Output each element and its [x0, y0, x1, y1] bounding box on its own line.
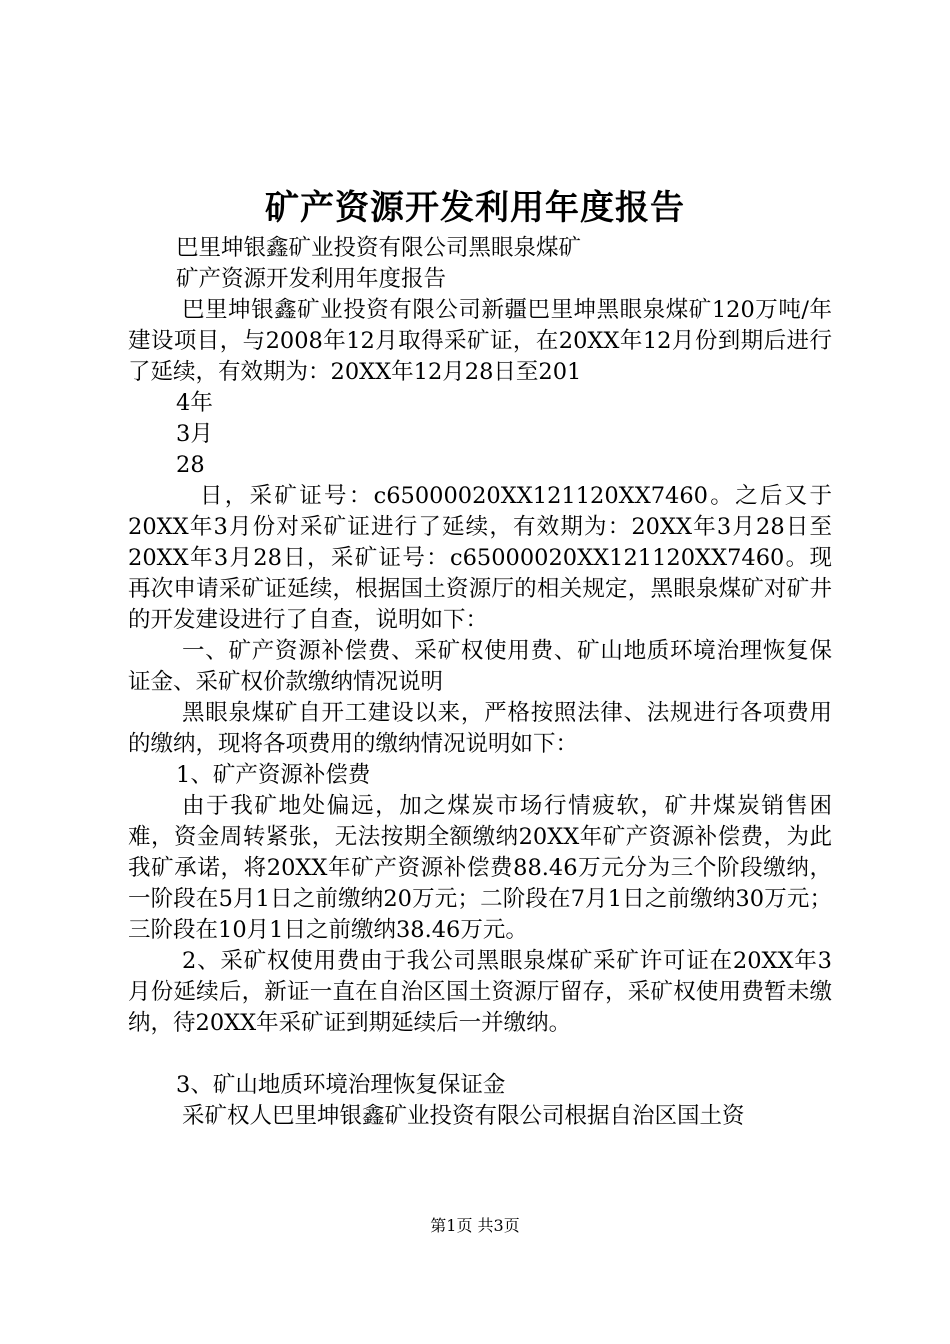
paragraph-license-extension: 日，采矿证号：c65000020XX121120XX7460。之后又于20XX年3月份对采矿证进行了延续，有效期为：20XX年3月28日至20XX年3月28日，采矿证号：c65000020XX121120XX7460。现再次申请采矿证延续，根据国土资源厅的相关规定，黑眼泉煤矿对矿井的开发建设进行了自查，说明如下：	[128, 483, 832, 633]
paragraph-mining-right-fee: 2、采矿权使用费由于我公司黑眼泉煤矿采矿许可证在20XX年3月份延续后，新证一直在自治区国土资源厅留存，采矿权使用费暂未缴纳，待20XX年采矿证到期延续后一并缴纳。	[128, 948, 832, 1036]
document-body	[128, 233, 832, 1132]
paragraph-fragment-year: 4年	[176, 390, 213, 416]
paragraph-payment-intro: 黑眼泉煤矿自开工建设以来，严格按照法律、法规进行各项费用的缴纳，现将各项费用的缴纳情况说明如下：	[128, 700, 832, 757]
document-title: 矿产资源开发利用年度报告	[265, 188, 685, 228]
paragraph-compensation-fee: 由于我矿地处偏远，加之煤炭市场行情疲软，矿井煤炭销售困难，资金周转紧张，无法按期全额缴纳20XX年矿产资源补偿费，为此我矿承诺，将20XX年矿产资源补偿费88.46万元分为三个阶段缴纳，一阶段在5月1日之前缴纳20万元；二阶段在7月1日之前缴纳30万元；三阶段在10月1日之前缴纳38.46万元。	[128, 793, 832, 943]
page-footer: 第1页 共3页	[430, 1216, 520, 1235]
heading-section-1: 一、矿产资源补偿费、采矿权使用费、矿山地质环境治理恢复保证金、采矿权价款缴纳情况说明	[128, 638, 832, 695]
heading-compensation-fee: 1、矿产资源补偿费	[176, 762, 371, 788]
paragraph-company-name: 巴里坤银鑫矿业投资有限公司黑眼泉煤矿	[176, 235, 582, 261]
paragraph-fragment-day: 28	[176, 452, 205, 478]
paragraph-report-subtitle: 矿产资源开发利用年度报告	[176, 266, 447, 292]
paragraph-intro: 巴里坤银鑫矿业投资有限公司新疆巴里坤黑眼泉煤矿120万吨/年建设项目，与2008年12月取得采矿证，在20XX年12月份到期后进行了延续，有效期为：20XX年12月28日至201	[128, 297, 832, 385]
heading-restoration-deposit: 3、矿山地质环境治理恢复保证金	[176, 1072, 506, 1098]
paragraph-restoration-deposit: 采矿权人巴里坤银鑫矿业投资有限公司根据自治区国土资	[182, 1103, 745, 1129]
paragraph-fragment-month: 3月	[176, 421, 213, 447]
